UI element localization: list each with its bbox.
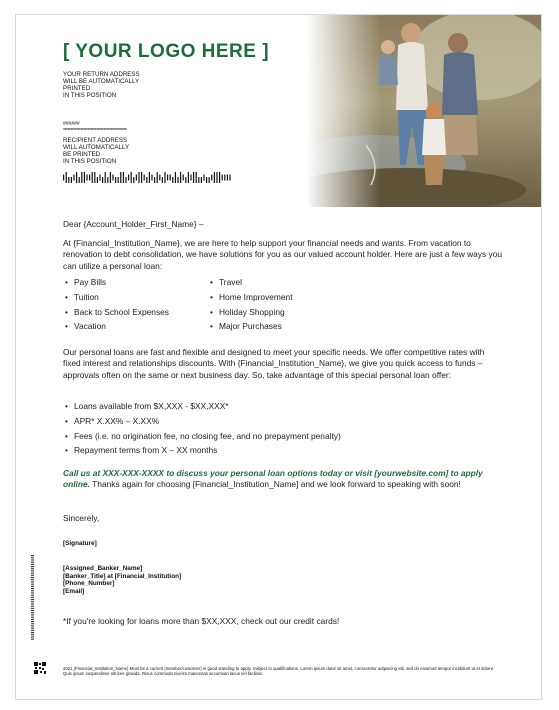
qr-code-icon — [34, 662, 46, 674]
side-tracking-code — [31, 555, 34, 640]
greeting: Dear {Account_Holder_First_Name} – — [63, 219, 204, 229]
list-item: • Loans available from $X,XXX - $XX,XXX* — [65, 401, 341, 412]
signature-placeholder: [Signature] — [63, 540, 97, 547]
return-address-line: WILL BE AUTOMATICALLY — [63, 78, 140, 85]
return-address-line: PRINTED — [63, 85, 91, 92]
banker-name: [Assigned_Banker_Name] — [63, 565, 143, 572]
offer-list — [65, 401, 341, 460]
banker-email: [Email] — [63, 587, 85, 595]
banker-block — [63, 565, 181, 595]
return-address-line: YOUR RETURN ADDRESS — [63, 71, 140, 78]
postal-barcode — [63, 172, 233, 183]
list-item: • Vacation — [65, 321, 210, 332]
list-item: • APR* X.XX% – X.XX% — [65, 416, 341, 427]
recipient-address-line: WILL AUTOMATICALLY — [63, 144, 130, 151]
list-item: • Tuition — [65, 292, 210, 303]
call-to-action-emphasis: Call us at XXX-XXX-XXXX to discuss your personal loan options today or visit [yourwebsite.com] to apply online. — [63, 468, 483, 490]
logo-placeholder: [ YOUR LOGO HERE ] — [63, 41, 270, 62]
recipient-address-line: RECIPIENT ADDRESS — [63, 137, 128, 144]
return-address — [63, 71, 140, 99]
list-item: • Travel — [210, 277, 360, 288]
list-item: • Holiday Shopping — [210, 307, 360, 318]
offer-paragraph: Our personal loans are fast and flexible and designed to meet your specific needs. We offer competitive rates with fixed interest and relationships discounts. With {Financial_Institution_Name}, we give you quick access to funds – approvals often on the same or next business day. So, take advantage of this special personal loan offer: — [63, 347, 485, 380]
list-item: • Major Purchases — [210, 321, 360, 332]
banker-title: [Banker_Title] at [Financial_Institution] — [63, 572, 182, 580]
recipient-address — [63, 137, 129, 165]
intro-paragraph: At {Financial_Institution_Name}, we are here to help support your financial needs and wants. From vacation to renovation to debt consolidation, we have solutions for you as our valued account holder. Here are just a few ways you can utilize a personal loan: — [63, 238, 503, 271]
call-to-action — [63, 468, 503, 491]
closing: Sincerely, — [63, 513, 100, 523]
family-photo — [306, 15, 541, 207]
recipient-address-line: IN THIS POSITION — [63, 158, 117, 165]
footnote: *If you're looking for loans more than $XX,XXX, check out our credit cards! — [63, 616, 340, 626]
list-item: • Repayment terms from X – XX months — [65, 445, 341, 456]
address-separator: ******************************************** — [63, 128, 127, 134]
presort-marker: ###### — [63, 121, 80, 127]
banker-phone: [Phone_Number] — [63, 580, 115, 588]
list-item: • Fees (i.e. no origination fee, no closing fee, and no prepayment penalty) — [65, 431, 341, 442]
list-item: • Home Improvement — [210, 292, 360, 303]
list-item: • Pay Bills — [65, 277, 210, 288]
loan-uses-list — [65, 277, 360, 333]
list-item: • Back to School Expenses — [65, 307, 210, 318]
return-address-line: IN THIS POSITION — [63, 92, 117, 99]
recipient-address-line: BE PRINTED — [63, 151, 101, 158]
legal-disclaimer: 2021 {Financial_Institution_Name} Must be a current {member/customer} in good standing to apply. Subject to qualifications. Lorem ipsum dolor sit amet, consectetur adipiscing elit, sed do eiusmod tempor incididunt ut et dolore. Quis ipsum suspendisse ultrices gravida. Risus commodo viverra maecenas accumsan lacus vel facilisis. — [63, 666, 495, 677]
call-to-action-text: Thanks again for choosing [Financial_Institution_Name] and we look forward to speaking with soon! — [90, 479, 461, 490]
letter-sheet — [15, 14, 542, 700]
